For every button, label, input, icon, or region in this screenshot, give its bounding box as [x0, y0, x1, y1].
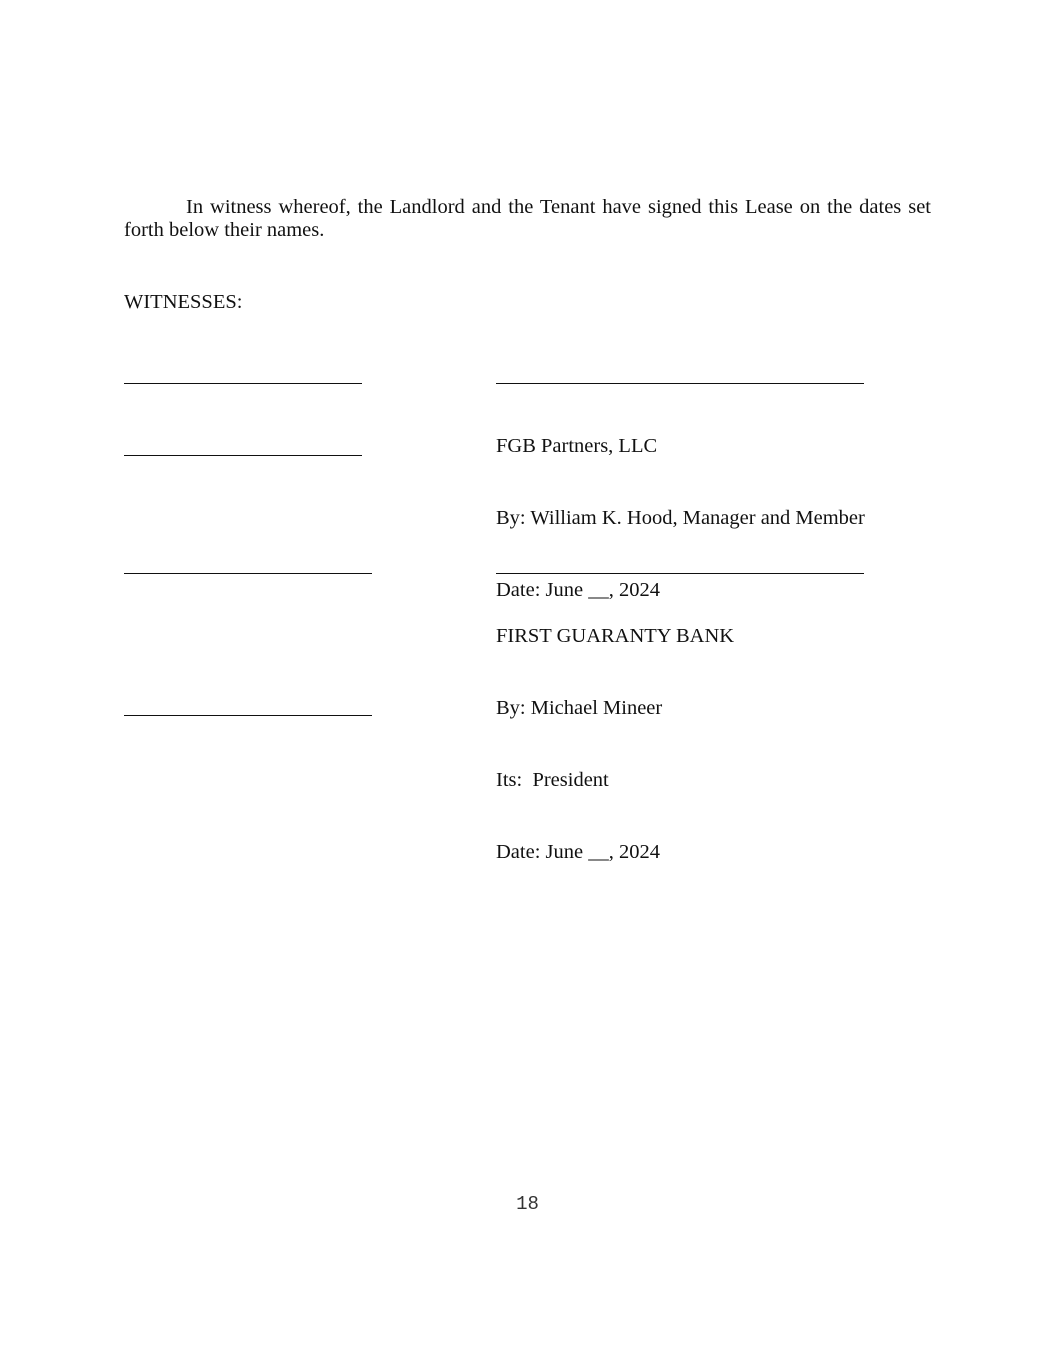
- tenant-name: FIRST GUARANTY BANK: [496, 625, 735, 647]
- landlord-signatory: By: William K. Hood, Manager and Member: [496, 507, 865, 529]
- landlord-witness-2-signature-line: [124, 455, 362, 456]
- tenant-signatory: By: Michael Mineer: [496, 697, 663, 719]
- page-number: 18: [516, 1193, 539, 1215]
- tenant-witness-2-signature-line: [124, 715, 372, 716]
- landlord-signature-line: [496, 383, 864, 384]
- landlord-name: FGB Partners, LLC: [496, 435, 658, 457]
- tenant-signature-block: [496, 576, 734, 912]
- tenant-signature-line: [496, 573, 864, 574]
- landlord-witness-1-signature-line: [124, 383, 362, 384]
- witnesses-heading: WITNESSES:: [124, 291, 243, 313]
- landlord-date: Date: June __, 2024: [496, 579, 660, 601]
- tenant-date: Date: June __, 2024: [496, 841, 660, 863]
- tenant-witness-1-signature-line: [124, 573, 372, 574]
- tenant-title: Its: President: [496, 769, 609, 791]
- witness-clause: In witness whereof, the Landlord and the Tenant have signed this Lease on the dates set forth below their names.: [124, 196, 931, 241]
